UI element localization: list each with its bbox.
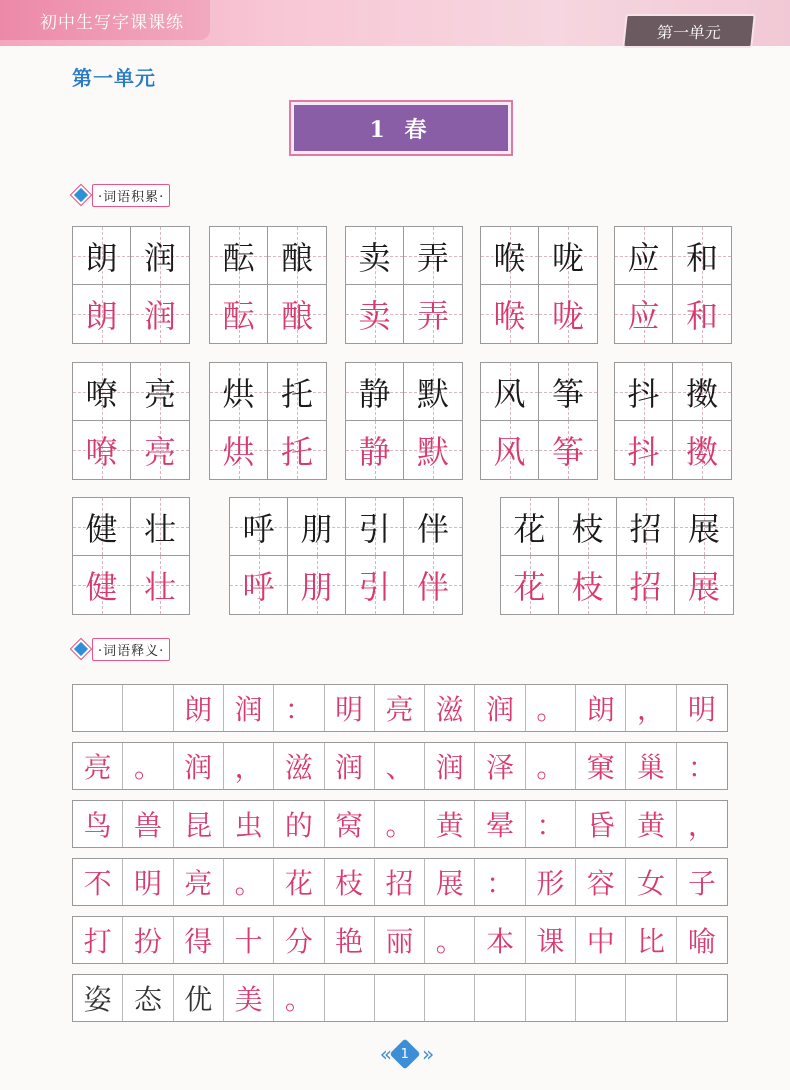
definition-row xyxy=(72,858,728,906)
trace-character xyxy=(268,285,326,343)
model-character xyxy=(673,363,731,421)
book-title: 初中生写字课课练 xyxy=(0,0,210,40)
trace-character xyxy=(73,556,131,614)
character-text: 呼 xyxy=(242,509,275,548)
right-arrows-icon: » xyxy=(422,1042,431,1066)
character-text: 朋 xyxy=(300,509,333,548)
grid-cell: 课 xyxy=(526,917,576,963)
grid-cell: 十 xyxy=(224,917,274,963)
grid-cell: 润 xyxy=(224,685,274,731)
trace-character xyxy=(346,285,404,343)
character-text: 健 xyxy=(85,509,118,548)
section-label-text: ·词语释义· xyxy=(92,638,170,661)
grid-cell: 态 xyxy=(123,975,173,1021)
trace-character xyxy=(131,285,189,343)
grid-cell: 喻 xyxy=(687,925,716,958)
character-text: 酝 xyxy=(222,297,255,335)
trace-character xyxy=(539,421,597,479)
character-text: 花 xyxy=(513,509,546,548)
character-text: 风 xyxy=(493,433,526,471)
model-character xyxy=(131,498,189,556)
model-character xyxy=(346,227,404,285)
word-group xyxy=(229,497,463,615)
model-character xyxy=(404,363,462,421)
model-character xyxy=(481,227,539,285)
trace-character xyxy=(501,556,559,614)
character-text: 展 xyxy=(687,509,720,548)
grid-cell: 美 xyxy=(224,975,274,1021)
character-text: 擞 xyxy=(685,433,718,471)
character-text: 静 xyxy=(358,433,391,471)
character-text: 托 xyxy=(280,374,313,413)
model-character xyxy=(346,498,404,556)
model-character xyxy=(210,227,268,285)
grid-cell: 本 xyxy=(475,917,525,963)
model-character xyxy=(539,227,597,285)
word-group xyxy=(209,362,327,480)
character-text: 朗 xyxy=(85,297,118,335)
grid-cell: 子 xyxy=(687,867,716,900)
grid-cell: 鸟 xyxy=(73,801,123,847)
grid-cell xyxy=(677,975,727,1021)
word-group xyxy=(72,226,190,344)
character-text: 壮 xyxy=(143,568,176,606)
lesson-banner xyxy=(291,98,511,154)
trace-character xyxy=(404,285,462,343)
character-text: 朗 xyxy=(85,238,118,277)
word-group xyxy=(614,226,732,344)
character-text: 抖 xyxy=(627,433,660,471)
trace-character xyxy=(73,421,131,479)
trace-character xyxy=(346,556,404,614)
grid-cell: 优 xyxy=(174,975,224,1021)
grid-cell xyxy=(576,975,626,1021)
grid-cell: 姿 xyxy=(73,975,123,1021)
trace-character xyxy=(615,285,673,343)
trace-character xyxy=(268,421,326,479)
grid-cell: 分 xyxy=(274,917,324,963)
model-character xyxy=(501,498,559,556)
character-text: 枝 xyxy=(571,509,604,548)
grid-cell: 、 xyxy=(375,743,425,789)
grid-cell: 窠 xyxy=(576,743,626,789)
grid-cell: 滋 xyxy=(274,743,324,789)
character-text: 展 xyxy=(687,568,720,606)
grid-cell: ： xyxy=(526,801,576,847)
grid-cell xyxy=(425,975,475,1021)
model-character xyxy=(615,363,673,421)
grid-cell: 形 xyxy=(526,859,576,905)
character-text: 引 xyxy=(358,509,391,548)
grid-cell: 黄 xyxy=(425,801,475,847)
grid-cell: 朗 xyxy=(174,685,224,731)
grid-cell: 晕 xyxy=(475,801,525,847)
model-character xyxy=(131,363,189,421)
trace-character xyxy=(131,556,189,614)
section-word-meaning xyxy=(74,638,170,660)
character-text: 应 xyxy=(627,297,660,335)
word-group xyxy=(480,226,598,344)
page-footer xyxy=(365,1038,445,1070)
model-character xyxy=(131,227,189,285)
trace-character xyxy=(539,285,597,343)
grid-cell xyxy=(626,975,676,1021)
trace-character xyxy=(673,421,731,479)
grid-cell: 得 xyxy=(174,917,224,963)
character-text: 枝 xyxy=(571,568,604,606)
grid-cell: 。 xyxy=(123,743,173,789)
definition-row xyxy=(72,974,728,1022)
model-character xyxy=(73,498,131,556)
grid-cell: 昆 xyxy=(174,801,224,847)
trace-character xyxy=(559,556,617,614)
model-character xyxy=(615,227,673,285)
trace-character xyxy=(210,421,268,479)
unit-title: 第一单元 xyxy=(72,66,156,90)
word-group xyxy=(480,362,598,480)
character-text: 伴 xyxy=(416,509,449,548)
grid-cell: 润 xyxy=(325,743,375,789)
character-text: 风 xyxy=(493,374,526,413)
model-character xyxy=(617,498,675,556)
grid-cell: 泽 xyxy=(475,743,525,789)
character-text: 润 xyxy=(143,297,176,335)
grid-cell: 润 xyxy=(174,743,224,789)
character-text: 卖 xyxy=(358,297,391,335)
grid-cell: 枝 xyxy=(325,859,375,905)
definition-row xyxy=(72,916,728,964)
character-text: 烘 xyxy=(222,433,255,471)
word-group xyxy=(72,497,190,615)
grid-cell: 艳 xyxy=(325,917,375,963)
character-text: 亮 xyxy=(143,374,176,413)
grid-cell xyxy=(325,975,375,1021)
model-character xyxy=(404,498,462,556)
grid-cell: 打 xyxy=(73,917,123,963)
character-text: 朋 xyxy=(300,568,333,606)
word-group xyxy=(345,362,463,480)
word-group xyxy=(614,362,732,480)
grid-cell: ： xyxy=(687,751,716,784)
character-text: 花 xyxy=(513,568,546,606)
grid-cell: 。 xyxy=(224,859,274,905)
character-text: 亮 xyxy=(143,433,176,471)
character-text: 弄 xyxy=(416,297,449,335)
character-text: 嘹 xyxy=(85,374,118,413)
trace-character xyxy=(404,421,462,479)
trace-character xyxy=(617,556,675,614)
grid-cell: 巢 xyxy=(626,743,676,789)
model-character xyxy=(73,227,131,285)
character-text: 筝 xyxy=(551,433,584,471)
grid-cell: 。 xyxy=(526,685,576,731)
grid-cell: 黄 xyxy=(626,801,676,847)
character-text: 伴 xyxy=(416,568,449,606)
trace-character xyxy=(673,285,731,343)
trace-character xyxy=(346,421,404,479)
character-text: 嘹 xyxy=(85,433,118,471)
trace-character xyxy=(288,556,346,614)
definition-grid xyxy=(72,684,728,1032)
character-text: 咙 xyxy=(551,297,584,335)
grid-cell: 。 xyxy=(375,801,425,847)
character-text: 健 xyxy=(85,568,118,606)
grid-cell: 的 xyxy=(274,801,324,847)
grid-cell: 兽 xyxy=(123,801,173,847)
grid-cell xyxy=(475,975,525,1021)
word-group xyxy=(500,497,734,615)
model-character xyxy=(346,363,404,421)
trace-character xyxy=(675,556,733,614)
character-text: 喉 xyxy=(493,238,526,277)
character-text: 应 xyxy=(627,238,660,277)
grid-cell: 女 xyxy=(626,859,676,905)
character-text: 托 xyxy=(280,433,313,471)
character-text: 喉 xyxy=(493,297,526,335)
grid-cell: 润 xyxy=(475,685,525,731)
model-character xyxy=(230,498,288,556)
trace-character xyxy=(481,285,539,343)
character-text: 呼 xyxy=(242,568,275,606)
grid-cell: 明 xyxy=(687,693,716,726)
character-text: 酝 xyxy=(222,238,255,277)
model-character xyxy=(268,227,326,285)
model-character xyxy=(73,363,131,421)
grid-cell: 扮 xyxy=(123,917,173,963)
section-label-text: ·词语积累· xyxy=(92,184,170,207)
definition-row xyxy=(72,800,728,848)
character-text: 和 xyxy=(685,297,718,335)
grid-cell: 不 xyxy=(73,859,123,905)
grid-cell: 明 xyxy=(325,685,375,731)
grid-cell: 。 xyxy=(274,975,324,1021)
grid-cell: 招 xyxy=(375,859,425,905)
grid-cell: 昏 xyxy=(576,801,626,847)
character-text: 壮 xyxy=(143,509,176,548)
character-text: 引 xyxy=(358,568,391,606)
grid-cell xyxy=(123,685,173,731)
model-character xyxy=(268,363,326,421)
character-text: 酿 xyxy=(280,238,313,277)
grid-cell: 。 xyxy=(526,743,576,789)
character-text: 静 xyxy=(358,374,391,413)
definition-row xyxy=(72,684,728,732)
model-character xyxy=(404,227,462,285)
diamond-icon xyxy=(71,185,91,205)
character-text: 咙 xyxy=(551,238,584,277)
trace-character xyxy=(73,285,131,343)
grid-cell: 亮 xyxy=(73,743,123,789)
left-arrows-icon: « xyxy=(379,1042,388,1066)
diamond-icon xyxy=(71,639,91,659)
trace-character xyxy=(230,556,288,614)
grid-cell: 朗 xyxy=(576,685,626,731)
grid-cell: 明 xyxy=(123,859,173,905)
grid-cell: 润 xyxy=(425,743,475,789)
character-text: 烘 xyxy=(222,374,255,413)
model-character xyxy=(481,363,539,421)
trace-character xyxy=(210,285,268,343)
page-number: 1 xyxy=(400,1046,410,1062)
grid-cell: ： xyxy=(274,685,324,731)
grid-cell: 丽 xyxy=(375,917,425,963)
definition-row xyxy=(72,742,728,790)
grid-cell: 容 xyxy=(576,859,626,905)
character-text: 抖 xyxy=(627,374,660,413)
model-character xyxy=(539,363,597,421)
character-text: 酿 xyxy=(280,297,313,335)
character-text: 擞 xyxy=(685,374,718,413)
model-character xyxy=(210,363,268,421)
character-text: 招 xyxy=(629,568,662,606)
character-text: 弄 xyxy=(416,238,449,277)
grid-cell: 。 xyxy=(425,917,475,963)
trace-character xyxy=(615,421,673,479)
trace-character xyxy=(404,556,462,614)
page-number-badge xyxy=(389,1038,420,1069)
character-text: 润 xyxy=(143,238,176,277)
character-text: 卖 xyxy=(358,238,391,277)
grid-cell: 展 xyxy=(425,859,475,905)
section-word-accumulation xyxy=(74,184,170,206)
trace-character xyxy=(131,421,189,479)
trace-character xyxy=(481,421,539,479)
character-text: 筝 xyxy=(551,374,584,413)
grid-cell: 花 xyxy=(274,859,324,905)
model-character xyxy=(675,498,733,556)
word-group xyxy=(209,226,327,344)
character-text: 默 xyxy=(416,433,449,471)
model-character xyxy=(288,498,346,556)
character-text: 招 xyxy=(629,509,662,548)
grid-cell: 亮 xyxy=(174,859,224,905)
character-text: 和 xyxy=(685,238,718,277)
word-group xyxy=(345,226,463,344)
grid-cell: ， xyxy=(224,743,274,789)
model-character xyxy=(559,498,617,556)
unit-tag: 第一单元 xyxy=(622,14,756,48)
grid-cell: 虫 xyxy=(224,801,274,847)
grid-cell: 比 xyxy=(626,917,676,963)
model-character xyxy=(673,227,731,285)
grid-cell xyxy=(375,975,425,1021)
grid-cell: 中 xyxy=(576,917,626,963)
grid-cell: ， xyxy=(687,809,716,842)
character-text: 默 xyxy=(416,374,449,413)
lesson-title: 1 春 xyxy=(291,102,511,154)
grid-cell: 滋 xyxy=(425,685,475,731)
word-group xyxy=(72,362,190,480)
grid-cell: ， xyxy=(626,685,676,731)
grid-cell xyxy=(73,685,123,731)
grid-cell: 窝 xyxy=(325,801,375,847)
grid-cell xyxy=(526,975,576,1021)
grid-cell: ： xyxy=(475,859,525,905)
grid-cell: 亮 xyxy=(375,685,425,731)
